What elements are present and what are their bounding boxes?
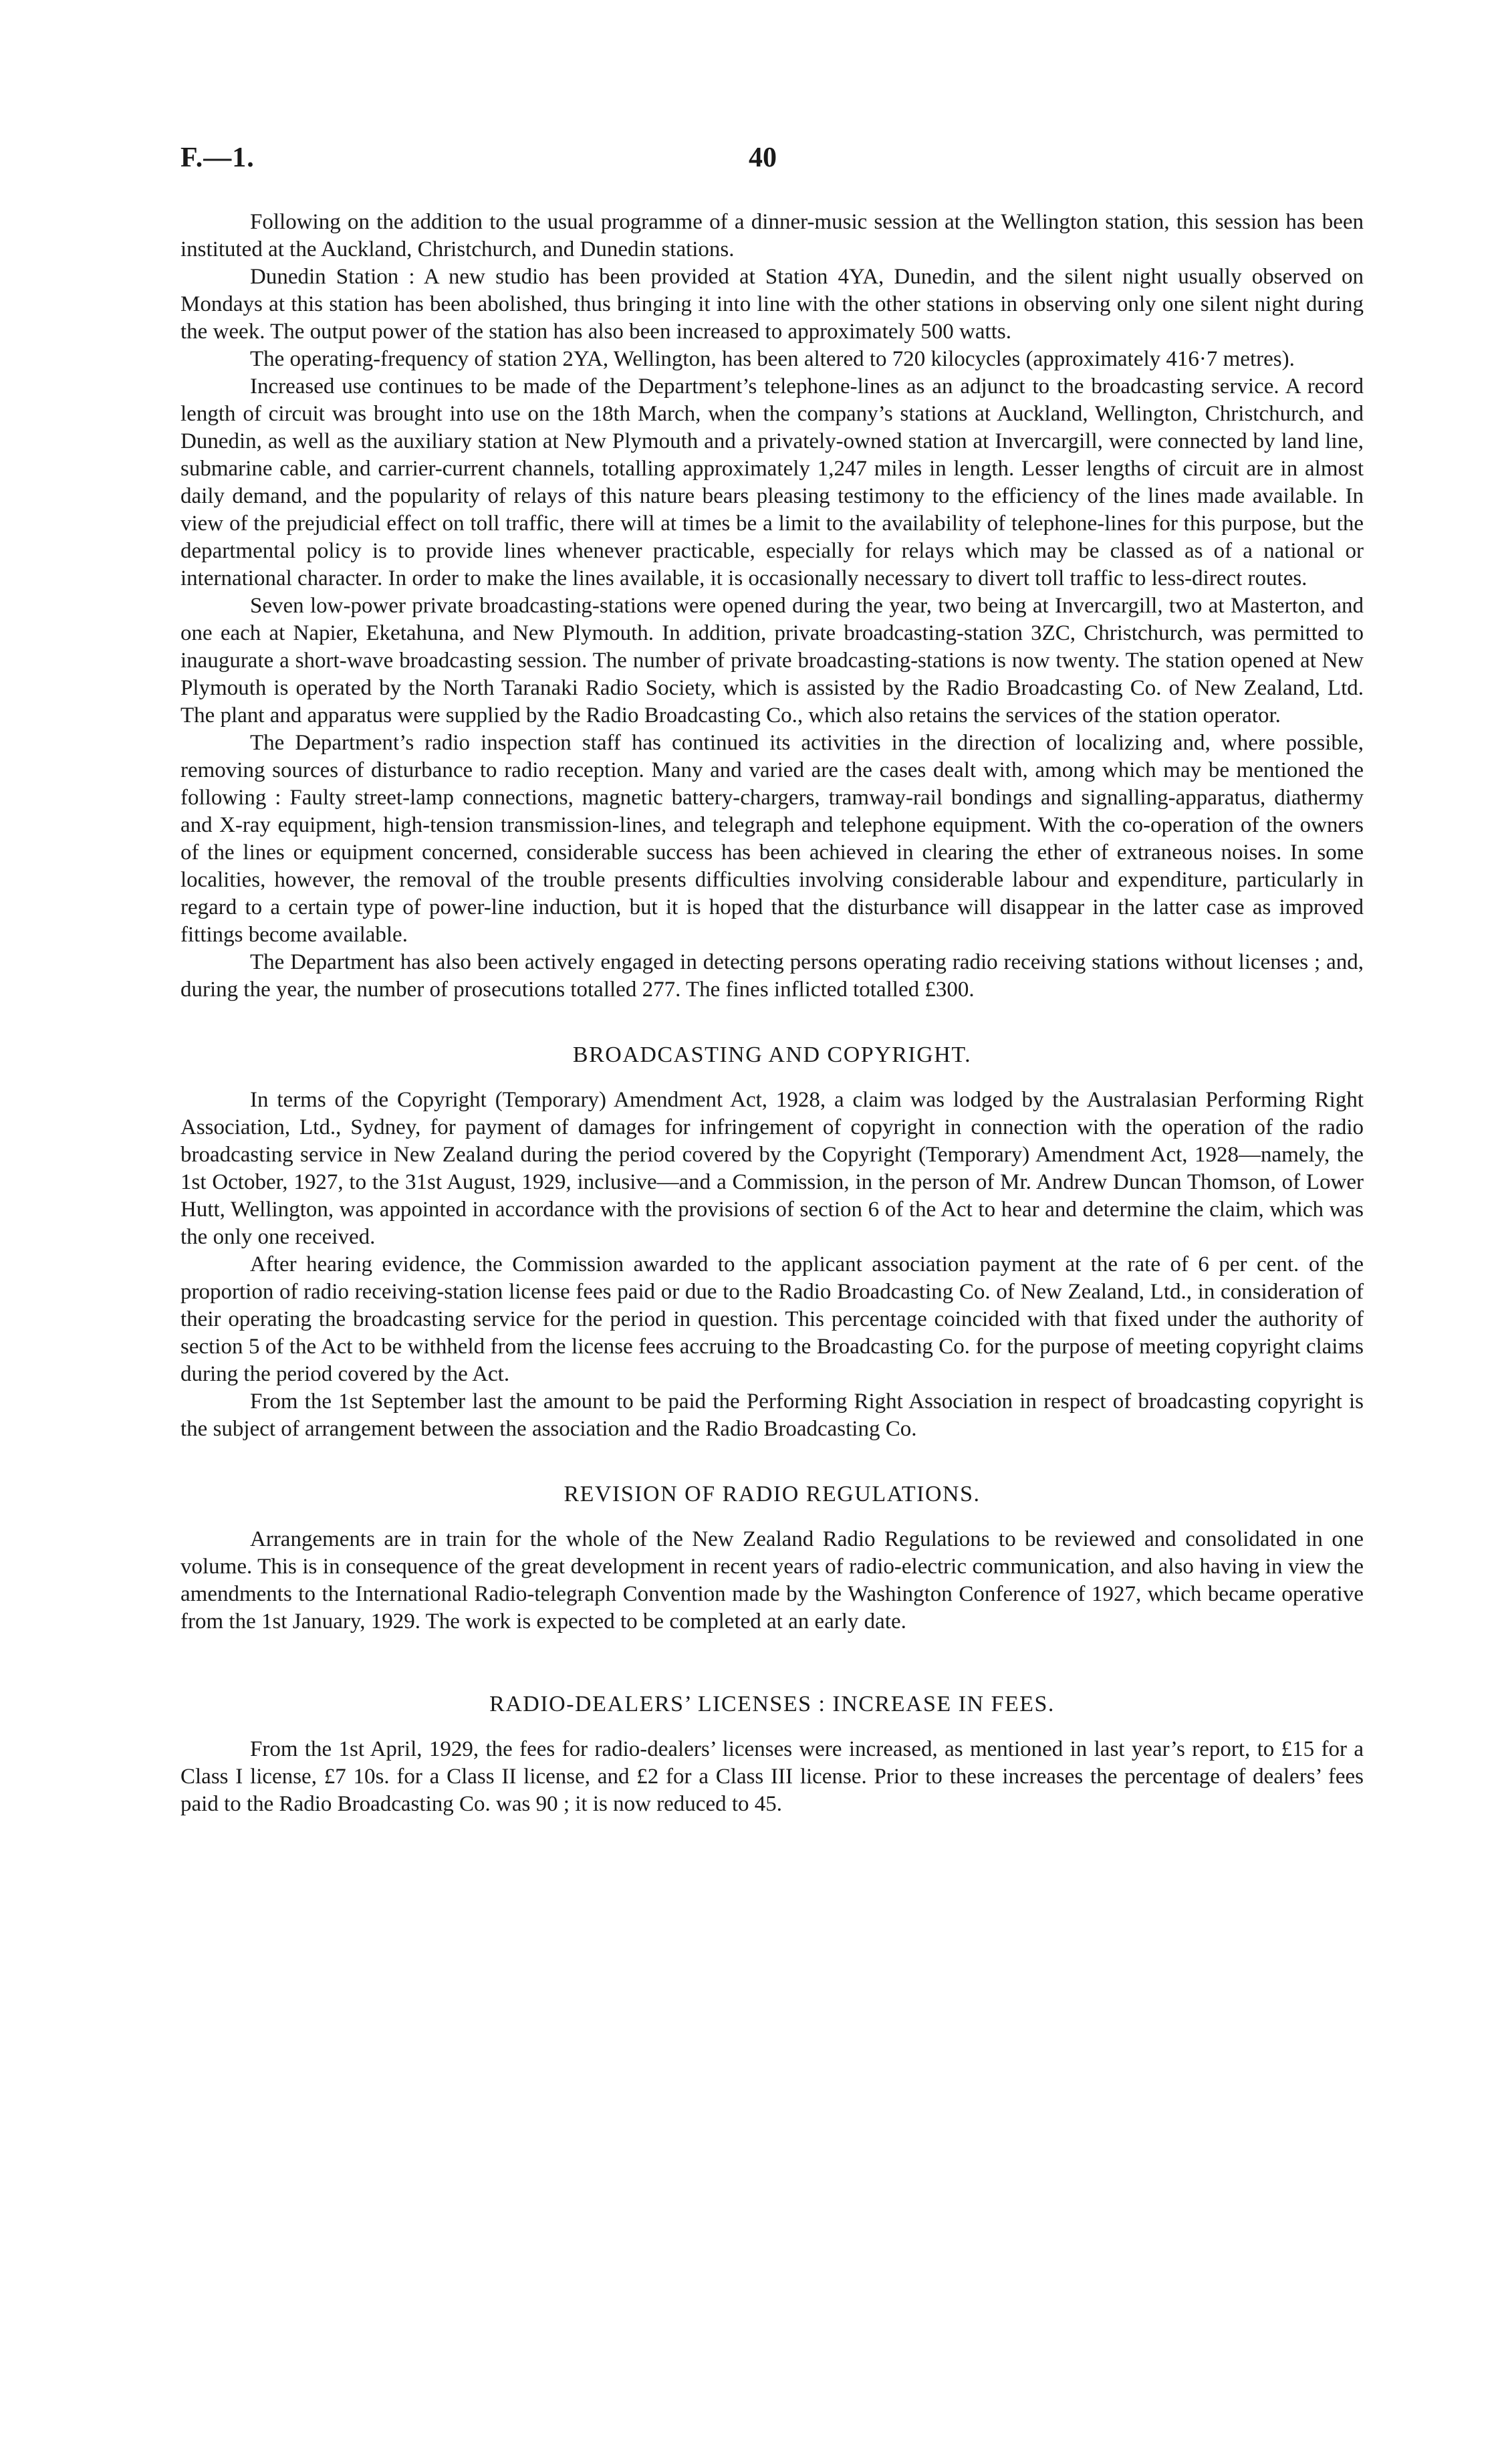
intro-section: [180, 209, 1364, 1004]
paragraph: From the 1st April, 1929, the fees for radio-dealers’ licenses were increased, as mentioned in last year’s report, to £15 for a Class I license, £7 10s. for a Class II license, and £2 for a Class III license. Prior to these increases the percentage of dealers’ fees paid to the Radio Broadcasting Co. was 90 ; it is now reduced to 45.: [180, 1737, 1364, 1816]
paragraph: In terms of the Copyright (Temporary) Amendment Act, 1928, a claim was lodged by the Australasian Performing Right Association, Ltd., Sydney, for payment of damages for infringement of copyright in connection with the operation of the radio broadcasting service in New Zealand during the period covered by the Copyright (Temporary) Amendment Act, 1928—namely, the 1st October, 1927, to the 31st August, 1929, inclusive—and a Commission, in the person of Mr. Andrew Duncan Thomson, of Lower Hutt, Wellington, was appointed in accordance with the provisions of section 6 of the Act to hear and determine the claim, which was the only one received.: [180, 1088, 1364, 1249]
page-content: [180, 209, 1364, 1818]
paragraph: Arrangements are in train for the whole of the New Zealand Radio Regulations to be reviewed and consolidated in one volume. This is in consequence of the great development in recent years of radio-electric communication, and also having in view the amendments to the International Radio-telegraph Convention made by the Washington Conference of 1927, which became operative from the 1st January, 1929. The work is expected to be completed at an early date.: [180, 1527, 1364, 1634]
section-heading-copyright: BROADCASTING AND COPYRIGHT.: [572, 1042, 972, 1067]
paragraph: The operating-frequency of station 2YA, Wellington, has been altered to 720 kilocycles (approximately 416·7 metres).: [250, 347, 1295, 371]
paragraph: Following on the addition to the usual programme of a dinner-music session at the Wellington station, this session has been instituted at the Auckland, Christchurch, and Dunedin stations.: [180, 210, 1364, 261]
paragraph: After hearing evidence, the Commission awarded to the applicant association payment at the rate of 6 per cent. of the proportion of radio receiving-station license fees paid or due to the Radio Broadcasting Co. of New Zealand, Ltd., in consideration of their operating the broadcasting service for the period in question. This percentage coincided with that fixed under the authority of section 5 of the Act to be withheld from the license fees accruing to the Broadcasting Co. for the purpose of meeting copyright claims during the period covered by the Act.: [180, 1252, 1364, 1386]
paragraph: From the 1st September last the amount to be paid the Performing Right Association in respect of broadcasting copyright is the subject of arrangement between the association and the Radio Broadcasting Co.: [180, 1389, 1364, 1441]
paragraph: The Department has also been actively engaged in detecting persons operating radio receiving stations without licenses ; and, during the year, the number of prosecutions totalled 277. The fines inflicted totalled £300.: [180, 950, 1364, 1002]
document-reference: F.—1.: [180, 142, 255, 173]
paragraph: The Department’s radio inspection staff has continued its activities in the direction of localizing and, where possible, removing sources of disturbance to radio reception. Many and varied are the cases dealt with, among which may be mentioned the following : Faulty street-lamp connections, magnetic battery-chargers, tramway-rail bondings and signalling-apparatus, diathermy and X-ray equipment, high-tension transmission-lines, and telegraph and telephone equipment. With the co-operation of the owners of the lines or equipment concerned, considerable success has been achieved in clearing the ether of extraneous noises. In some localities, however, the removal of the trouble presents difficulties involving considerable labour and expenditure, particularly in regard to a certain type of power-line induction, but it is hoped that the disturbance will disappear in the latter case as improved fittings become available.: [180, 731, 1364, 947]
section-heading-regulations: REVISION OF RADIO REGULATIONS.: [564, 1482, 981, 1506]
page-header: [180, 142, 1364, 189]
paragraph: Increased use continues to be made of the Department’s telephone-lines as an adjunct to the broadcasting service. A record length of circuit was brought into use on the 18th March, when the company’s stations at Auckland, Wellington, Christchurch, and Dunedin, as well as the auxiliary station at New Plymouth and a privately-owned station at Invercargill, were connected by land line, submarine cable, and carrier-current channels, totalling approximately 1,247 miles in length. Lesser lengths of circuit are in almost daily demand, and the popularity of relays of this nature bears pleasing testimony to the efficiency of the lines made available. In view of the prejudicial effect on toll traffic, there will at times be a limit to the availability of telephone-lines for this purpose, but the departmental policy is to provide lines whenever practicable, especially for relays which may be classed as of a national or international character. In order to make the lines available, it is occasionally necessary to divert toll traffic to less-direct routes.: [180, 374, 1364, 590]
regulations-section: [180, 1526, 1364, 1636]
page-number: 40: [749, 142, 777, 173]
paragraph: Dunedin Station : A new studio has been provided at Station 4YA, Dunedin, and the silent night usually observed on Mondays at this station has been abolished, thus bringing it into line with the other stations in observing only one silent night during the week. The output power of the station has also been increased to approximately 500 watts.: [180, 265, 1364, 344]
copyright-section: [180, 1087, 1364, 1443]
dealer-fees-section: [180, 1736, 1364, 1818]
section-heading-dealer-fees: RADIO-DEALERS’ LICENSES : INCREASE IN FEES.: [489, 1692, 1055, 1716]
paragraph: Seven low-power private broadcasting-stations were opened during the year, two being at Invercargill, two at Masterton, and one each at Napier, Eketahuna, and New Plymouth. In addition, private broadcasting-station 3ZC, Christchurch, was permitted to inaugurate a short-wave broadcasting session. The number of private broadcasting-stations is now twenty. The station opened at New Plymouth is operated by the North Taranaki Radio Society, which is assisted by the Radio Broadcasting Co. of New Zealand, Ltd. The plant and apparatus were supplied by the Radio Broadcasting Co., which also retains the services of the station operator.: [180, 594, 1364, 727]
